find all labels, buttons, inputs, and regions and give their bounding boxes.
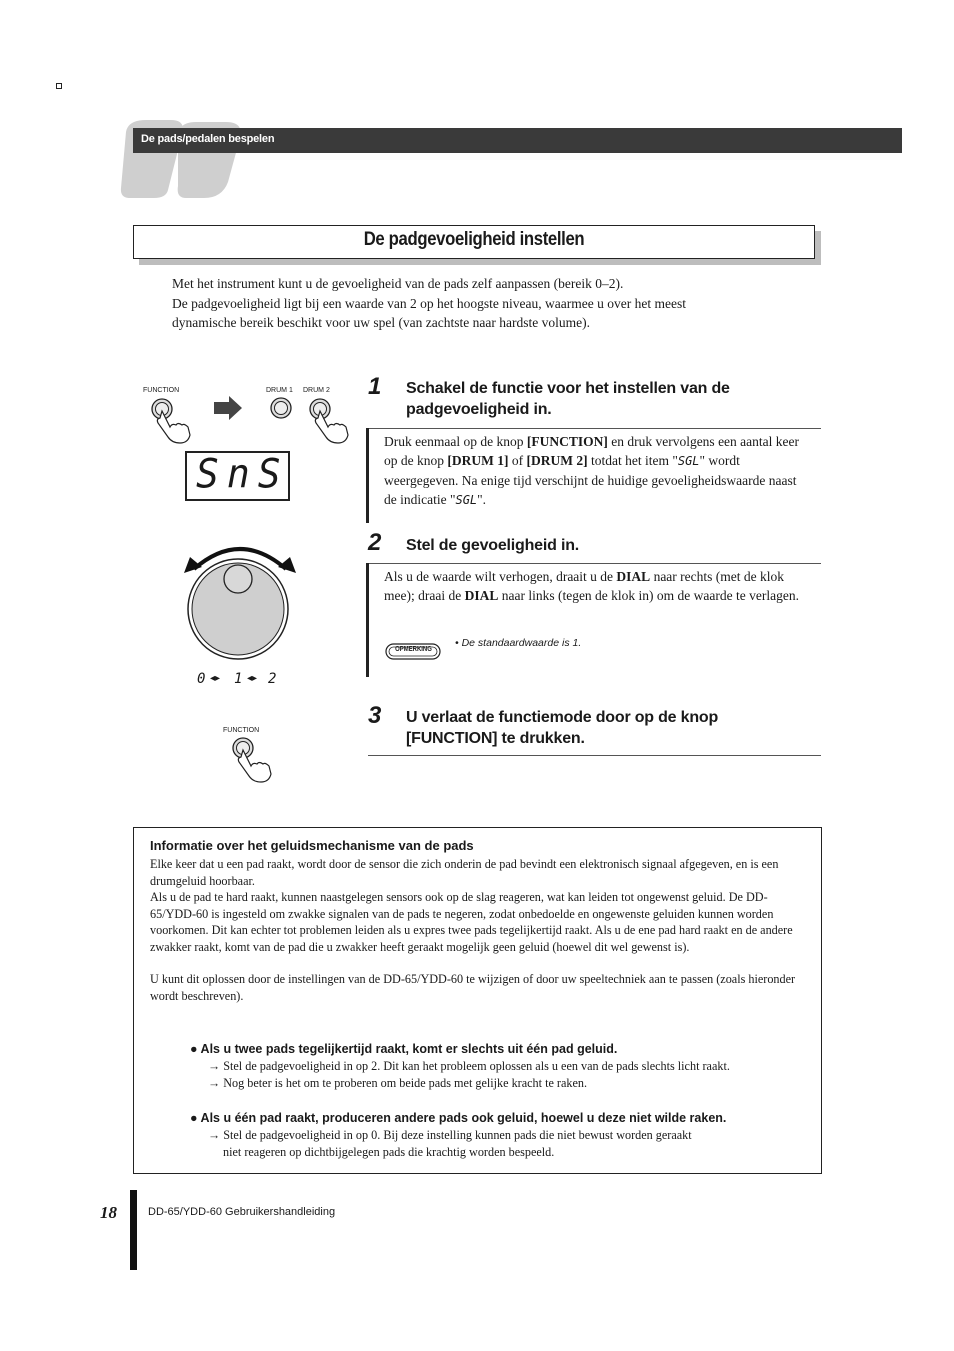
step-title-line: Schakel de functie voor het instellen van de bbox=[406, 380, 730, 397]
lcd-text: SGL bbox=[677, 454, 700, 468]
intro-line: dynamische bereik beschikt voor uw spel (van zachtste naar hardste volume). bbox=[172, 315, 590, 330]
info-title: Informatie over het geluidsmechanisme van de pads bbox=[150, 838, 474, 853]
drum2-button-press-icon bbox=[306, 397, 356, 450]
text: en druk vervolgens een aantal keer op de knop bbox=[384, 434, 800, 468]
text: " wordt weergegeven. Na enige tijd verschijnt de huidige gevoeligheidswaarde naast de indicatie " bbox=[384, 453, 797, 507]
step-side-bar bbox=[366, 563, 369, 677]
dial-scale-1: 1 bbox=[234, 671, 243, 687]
step2-title: Stel de gevoeligheid in. bbox=[406, 537, 580, 554]
step3-title bbox=[406, 707, 826, 749]
text: naar rechts (met de klok mee); draai de bbox=[384, 569, 785, 603]
step1-body bbox=[384, 432, 804, 510]
step2-body bbox=[384, 567, 812, 605]
step-divider bbox=[368, 563, 821, 564]
corner-mark bbox=[56, 83, 62, 89]
drum1-label: DRUM 1 bbox=[266, 387, 293, 394]
function-label: FUNCTION bbox=[143, 387, 180, 394]
dial-scale-arrow-icon: ◂▸ bbox=[247, 673, 258, 684]
text: of bbox=[508, 453, 527, 468]
bullet-sub: → Stel de padgevoeligheid in op 0. Bij deze instelling kunnen pads die niet bewust worden geraakt bbox=[208, 1128, 692, 1142]
function-label: FUNCTION bbox=[223, 727, 260, 734]
function-button-press-icon bbox=[148, 397, 198, 450]
bullet-title: ● Als u één pad raakt, produceren andere pads ook geluid, hoewel u deze niet wilde raken. bbox=[190, 1111, 727, 1125]
step1-title bbox=[406, 378, 826, 420]
bullet-title: ● Als u twee pads tegelijkertijd raakt, komt er slechts uit één pad geluid. bbox=[190, 1042, 618, 1056]
drum2-label: DRUM 2 bbox=[303, 387, 330, 394]
info-body bbox=[150, 856, 806, 1004]
text: Als u de waarde wilt verhogen, draait u de bbox=[384, 569, 617, 584]
text: totdat het item " bbox=[587, 453, 678, 468]
dial-scale-arrow-icon: ◂▸ bbox=[210, 673, 221, 684]
step-title-line: U verlaat de functiemode door op de knop bbox=[406, 709, 719, 726]
arrow-right-icon bbox=[212, 395, 244, 426]
step-title-line: [FUNCTION] te drukken. bbox=[406, 730, 585, 747]
note-badge-label: OPMERKING bbox=[395, 646, 432, 653]
note-text: • De standaardwaarde is 1. bbox=[455, 637, 582, 649]
spacer bbox=[150, 955, 806, 971]
intro-line: De padgevoeligheid ligt bij een waarde van 2 op het hoogste niveau, waarmee u over het meest bbox=[172, 295, 686, 311]
step-number: 3 bbox=[368, 702, 382, 729]
page-number: 18 bbox=[100, 1203, 117, 1222]
info-paragraph: Als u de pad te hard raakt, kunnen naastgelegen sensors ook op de slag reageren, wat kan leiden tot ongewenst geluid. De DD-65/YDD-60 is ingesteld om zwakke signalen van de pads te negeren, zodat onbedoelde en ongewenste geluiden kunnen worden voorkomen. Dit kan echter tot problemen leiden als u expres twee pads tegelijkertijd raakt. Als u de ene pad hard raakt en de andere zwakker raakt, komt van de pad die u zwakker heeft geraakt mogelijk geen geluid (hoewel dit wel gewenst is). bbox=[150, 890, 793, 954]
step-title-line: padgevoeligheid in. bbox=[406, 401, 552, 418]
step-divider bbox=[368, 428, 821, 429]
text: Druk eenmaal op de knop bbox=[384, 434, 527, 449]
function-button-press-icon bbox=[229, 736, 279, 789]
lcd-text: SGL bbox=[455, 493, 478, 507]
step-side-bar bbox=[366, 428, 369, 523]
bullet-sub: niet reageren op dichtbijgelegen pads die krachtig worden bespeeld. bbox=[223, 1145, 555, 1159]
section-label: De pads/pedalen bespelen bbox=[141, 133, 275, 145]
dial-scale-2: 2 bbox=[268, 671, 277, 687]
step-number: 1 bbox=[368, 373, 382, 400]
intro-line: Met het instrument kunt u de gevoeligheid van de pads zelf aanpassen (bereik 0–2). bbox=[172, 276, 624, 291]
dial-knob-icon bbox=[186, 557, 290, 666]
section-tab-graphic bbox=[116, 112, 251, 207]
info-paragraph: U kunt dit oplossen door de instellingen van de DD-65/YDD-60 te wijzigen of door uw speeltechniek aan te passen (zoals hieronder wordt beschreven). bbox=[150, 972, 796, 1003]
bold-text: [DRUM 2] bbox=[526, 453, 588, 468]
bold-text: [DRUM 1] bbox=[447, 453, 509, 468]
text: ". bbox=[477, 492, 487, 507]
bullet-sub: → Stel de padgevoeligheid in op 2. Dit kan het probleem oplossen als u een van de pads slechts licht raakt. bbox=[208, 1059, 730, 1073]
bold-text: [FUNCTION] bbox=[526, 434, 608, 449]
lcd-display-text: SnS bbox=[196, 450, 289, 498]
footer-manual-title: DD-65/YDD-60 Gebruikershandleiding bbox=[148, 1206, 336, 1218]
footer-bar bbox=[130, 1190, 137, 1270]
step-divider bbox=[368, 755, 821, 756]
dial-scale-0: 0 bbox=[197, 671, 206, 687]
text: naar links (tegen de klok in) om de waarde te verlagen. bbox=[498, 588, 799, 603]
step-number: 2 bbox=[368, 529, 382, 556]
intro-text bbox=[172, 274, 812, 333]
drum1-button-icon bbox=[270, 397, 294, 426]
bold-text: DIAL bbox=[616, 569, 651, 584]
bullet-sub: → Nog beter is het om te proberen om beide pads met gelijke kracht te raken. bbox=[208, 1076, 588, 1090]
bold-text: DIAL bbox=[464, 588, 499, 603]
page-title: De padgevoeligheid instellen bbox=[363, 229, 585, 250]
info-paragraph: Elke keer dat u een pad raakt, wordt door de sensor die zich onderin de pad bevindt een elektronisch signaal afgegeven, en is een drumgeluid hoorbaar. bbox=[150, 857, 779, 888]
